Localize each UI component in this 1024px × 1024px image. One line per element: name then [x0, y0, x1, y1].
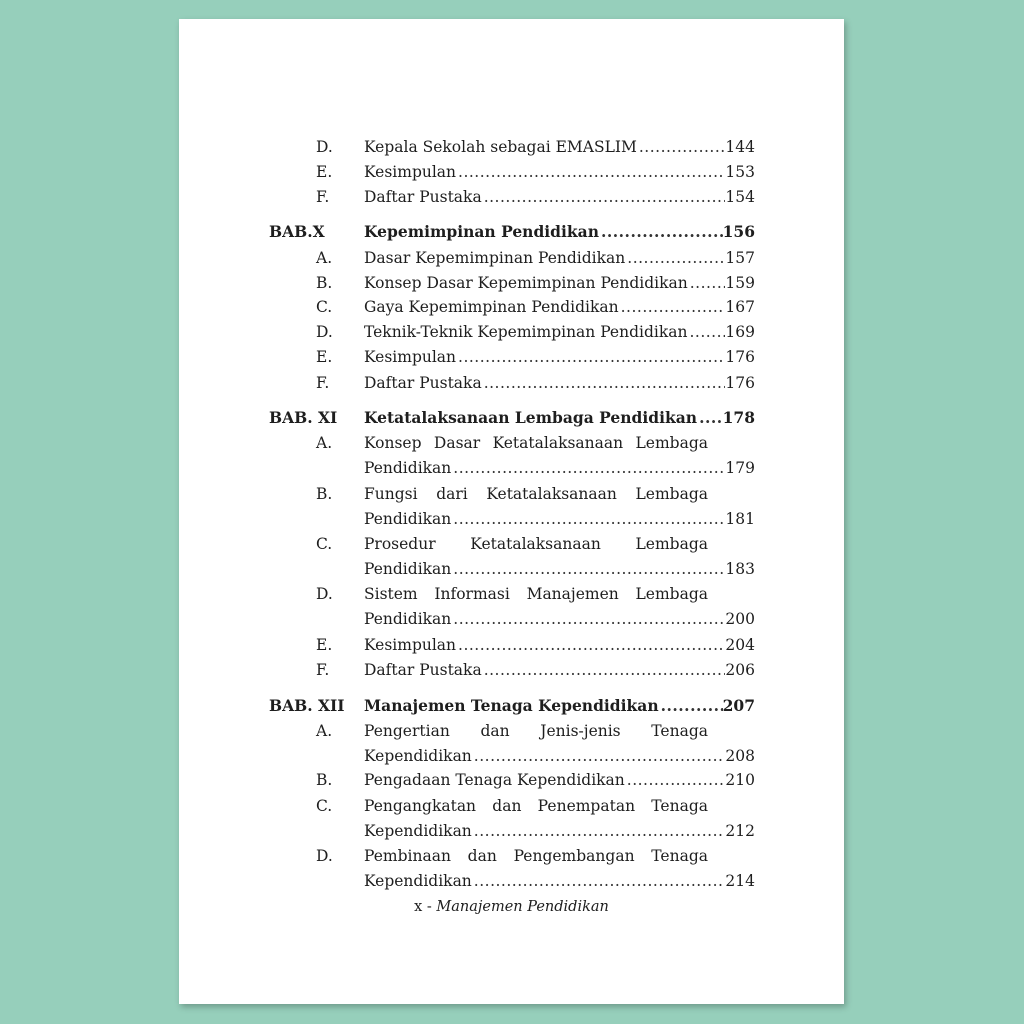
toc-leader-dots [690, 271, 726, 295]
toc-page-number: 183 [725, 560, 755, 578]
toc-entry-row [179, 844, 844, 868]
toc-entry-row [179, 320, 844, 344]
toc-leader-dots [474, 744, 726, 768]
toc-page-number: 176 [725, 374, 755, 392]
toc-title-line [364, 507, 755, 531]
toc-leader-dots [639, 135, 726, 159]
footer-book-title: Manajemen Pendidikan [436, 899, 609, 915]
toc-entry-row [179, 431, 844, 455]
toc-page-number: 210 [725, 771, 755, 789]
toc-entry-title: Kesimpulan [364, 348, 457, 366]
toc-entry-row [179, 345, 844, 369]
toc-page-number: 153 [725, 163, 755, 181]
toc-leader-dots [458, 345, 725, 369]
toc-page-number: 178 [722, 408, 755, 427]
toc-leader-dots [621, 295, 726, 319]
toc-title-line [364, 819, 755, 843]
toc-entry-letter: C. [316, 298, 333, 316]
toc-entry-letter: D. [316, 138, 333, 156]
toc-entry-letter: C. [316, 535, 333, 553]
toc-title-line [364, 607, 755, 631]
toc-entry-row [179, 719, 844, 743]
toc-entry-row [179, 135, 844, 159]
toc-entry-title: Konsep Dasar Kepemimpinan Pendidikan [364, 274, 688, 292]
toc-entry-title-first-line: Pengertian dan Jenis-jenis Tenaga [364, 722, 708, 740]
toc-entry-row [179, 658, 844, 682]
toc-title-line [364, 768, 755, 792]
toc-entry-continuation-row [179, 507, 844, 531]
toc-title-line [364, 246, 755, 270]
toc-entry-title: Dasar Kepemimpinan Pendidikan [364, 249, 626, 267]
page-footer [179, 899, 844, 915]
toc-entry-title-first-line: Sistem Informasi Manajemen Lembaga [364, 585, 708, 603]
toc-title-line [364, 557, 755, 581]
toc-entry-continuation-row [179, 869, 844, 893]
toc-chapter-row [179, 694, 844, 718]
toc-entry-letter: F. [316, 188, 330, 206]
toc-entry-title: Daftar Pustaka [364, 661, 482, 679]
toc-page-number: 176 [725, 348, 755, 366]
toc-entry-letter: F. [316, 661, 330, 679]
toc-entry-continuation-row [179, 744, 844, 768]
toc-page-number: 169 [725, 323, 755, 341]
toc-entry-title: Kesimpulan [364, 636, 457, 654]
toc-entry-letter: B. [316, 771, 333, 789]
toc-title-line [364, 271, 755, 295]
toc-title-line [364, 406, 755, 430]
toc-leader-dots [699, 406, 723, 430]
toc-page-number: 207 [722, 696, 755, 715]
toc-entry-title-first-line: Fungsi dari Ketatalaksanaan Lembaga [364, 485, 708, 503]
toc-entry-title: Kependidikan [364, 822, 472, 840]
toc-entry-letter: D. [316, 585, 333, 603]
toc-title-line [364, 295, 755, 319]
toc-entry-title: Daftar Pustaka [364, 188, 482, 206]
toc-chapter-row [179, 406, 844, 430]
toc-entry-row [179, 371, 844, 395]
toc-entry-row [179, 246, 844, 270]
toc-entry-title: Manajemen Tenaga Kependidikan [364, 696, 659, 715]
toc-title-line [364, 633, 755, 657]
toc-entry-continuation-row [179, 607, 844, 631]
toc-chapter-row [179, 220, 844, 244]
toc-page-number: 157 [725, 249, 755, 267]
toc-entry-title: Gaya Kepemimpinan Pendidikan [364, 298, 619, 316]
toc-entry-title: Teknik-Teknik Kepemimpinan Pendidikan [364, 323, 688, 341]
toc-entry-letter: A. [316, 722, 333, 740]
toc-entry-row [179, 185, 844, 209]
toc-leader-dots [661, 694, 723, 718]
toc-leader-dots [601, 220, 723, 244]
toc-entry-row [179, 295, 844, 319]
toc-chapter-label: BAB. XI [269, 408, 338, 427]
toc-leader-dots [627, 246, 725, 270]
toc-leader-dots [484, 371, 726, 395]
toc-leader-dots [453, 607, 725, 631]
toc-entry-continuation-row [179, 557, 844, 581]
toc-entry-continuation-row [179, 456, 844, 480]
toc-title-line [364, 220, 755, 244]
toc-page-number: 159 [725, 274, 755, 292]
toc-title-line [364, 456, 755, 480]
toc-entry-title: Kependidikan [364, 872, 472, 890]
toc-leader-dots [453, 557, 725, 581]
toc-entry-row [179, 532, 844, 556]
toc-page-number: 204 [725, 636, 755, 654]
toc-entry-row [179, 271, 844, 295]
toc-entry-title: Ketatalaksanaan Lembaga Pendidikan [364, 408, 698, 427]
toc-entry-letter: A. [316, 434, 333, 452]
toc-title-line [364, 320, 755, 344]
toc-title-line [364, 744, 755, 768]
toc-entry-letter: A. [316, 249, 333, 267]
toc-entry-title: Kepala Sekolah sebagai EMASLIM [364, 138, 637, 156]
toc-page-number: 167 [725, 298, 755, 316]
toc-entry-title: Kepemimpinan Pendidikan [364, 222, 599, 241]
toc-page-number: 212 [725, 822, 755, 840]
toc-page-number: 214 [725, 872, 755, 890]
book-page [179, 19, 844, 1004]
toc-leader-dots [453, 507, 725, 531]
toc-entry-title-first-line: Pengangkatan dan Penempatan Tenaga [364, 797, 708, 815]
toc-leader-dots [453, 456, 725, 480]
toc-leader-dots [474, 869, 726, 893]
toc-entry-letter: E. [316, 636, 333, 654]
toc-leader-dots [458, 160, 725, 184]
toc-entry-letter: D. [316, 323, 333, 341]
toc-entry-title: Pengadaan Tenaga Kependidikan [364, 771, 625, 789]
toc-page-number: 154 [725, 188, 755, 206]
toc-entry-title: Kesimpulan [364, 163, 457, 181]
toc-entry-letter: D. [316, 847, 333, 865]
toc-title-line [364, 658, 755, 682]
toc-title-line [364, 694, 755, 718]
toc-entry-letter: E. [316, 348, 333, 366]
toc-title-line [364, 345, 755, 369]
toc-title-line [364, 869, 755, 893]
toc-entry-continuation-row [179, 819, 844, 843]
toc-entry-letter: E. [316, 163, 333, 181]
toc-page-number: 181 [725, 510, 755, 528]
toc-title-line [364, 135, 755, 159]
toc-title-line [364, 185, 755, 209]
toc-chapter-label: BAB.X [269, 222, 325, 241]
toc-page-number: 179 [725, 459, 755, 477]
toc-title-line [364, 371, 755, 395]
toc-entry-row [179, 768, 844, 792]
toc-entry-letter: B. [316, 274, 333, 292]
toc-entry-letter: B. [316, 485, 333, 503]
toc-entry-row [179, 160, 844, 184]
toc-entry-letter: C. [316, 797, 333, 815]
toc-chapter-label: BAB. XII [269, 696, 345, 715]
toc-title-line [364, 160, 755, 184]
toc-leader-dots [484, 185, 726, 209]
toc-entry-title: Pendidikan [364, 560, 452, 578]
toc-entry-row [179, 794, 844, 818]
toc-entry-title: Pendidikan [364, 510, 452, 528]
toc-page-number: 206 [725, 661, 755, 679]
toc-entry-row [179, 582, 844, 606]
toc-page-number: 208 [725, 747, 755, 765]
toc-entry-title-first-line: Konsep Dasar Ketatalaksanaan Lembaga [364, 434, 708, 452]
toc-entry-title: Pendidikan [364, 610, 452, 628]
toc-leader-dots [627, 768, 726, 792]
footer-page-number: x - [414, 899, 432, 915]
toc-leader-dots [484, 658, 726, 682]
toc-entry-title: Pendidikan [364, 459, 452, 477]
toc-entry-row [179, 633, 844, 657]
toc-entry-title: Kependidikan [364, 747, 472, 765]
toc-page-number: 144 [725, 138, 755, 156]
toc-entry-title: Daftar Pustaka [364, 374, 482, 392]
toc-page-number: 200 [725, 610, 755, 628]
toc-entry-title-first-line: Pembinaan dan Pengembangan Tenaga [364, 847, 708, 865]
toc-leader-dots [689, 320, 725, 344]
toc-entry-letter: F. [316, 374, 330, 392]
toc-page-number: 156 [722, 222, 755, 241]
toc-entry-row [179, 482, 844, 506]
toc-leader-dots [458, 633, 725, 657]
toc-leader-dots [474, 819, 726, 843]
toc-entry-title-first-line: Prosedur Ketatalaksanaan Lembaga [364, 535, 708, 553]
